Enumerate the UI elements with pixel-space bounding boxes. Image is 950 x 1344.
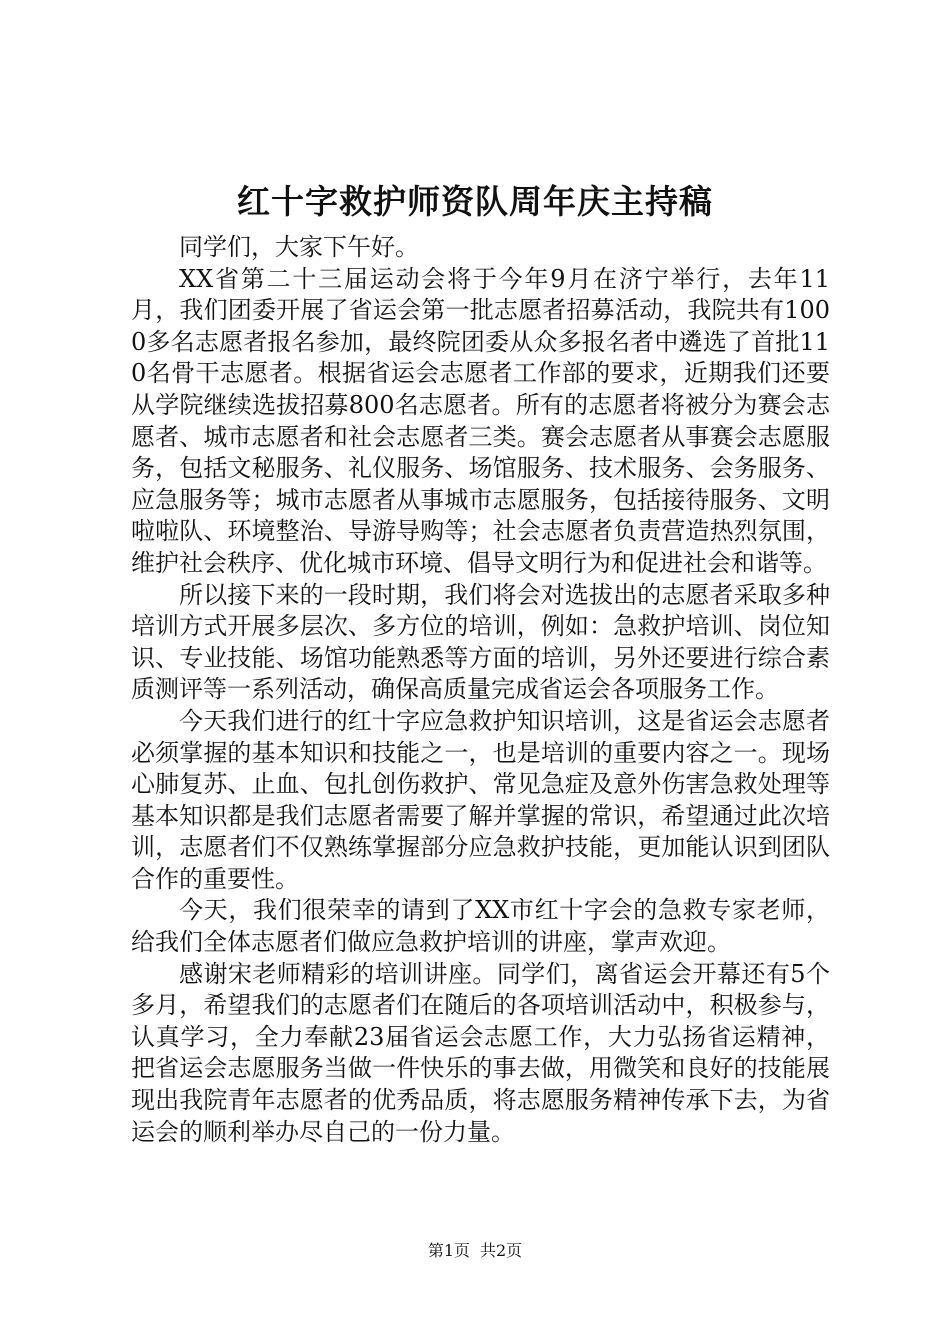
paragraph-expert-welcome: 今天，我们很荣幸的请到了XX市红十字会的急救专家老师，给我们全体志愿者们做应急救护培训的讲座，掌声欢迎。 (131, 896, 830, 957)
document-body (131, 232, 830, 1148)
paragraph-training-plan: 所以接下来的一段时期，我们将会对选拔出的志愿者采取多种培训方式开展多层次、多方位的培训，例如：急救护培训、岗位知识、专业技能、场馆功能熟悉等方面的培训，另外还要进行综合素质测评等一系列活动，确保高质量完成省运会各项服务工作。 (131, 580, 830, 704)
paragraph-volunteer-recruitment: XX省第二十三届运动会将于今年9月在济宁举行，去年11月，我们团委开展了省运会第一批志愿者招募活动，我院共有1000多名志愿者报名参加，最终院团委从众多报名者中遴选了首批110名骨干志愿者。根据省运会志愿者工作部的要求，近期我们还要从学院继续选拔招募800名志愿者。所有的志愿者将被分为赛会志愿者、城市志愿者和社会志愿者三类。赛会志愿者从事赛会志愿服务，包括文秘服务、礼仪服务、场馆服务、技术服务、会务服务、应急服务等；城市志愿者从事城市志愿服务，包括接待服务、文明啦啦队、环境整治、导游导购等；社会志愿者负责营造热烈氛围，维护社会秩序、优化城市环境、倡导文明行为和促进社会和谐等。 (131, 264, 830, 577)
paragraph-closing: 感谢宋老师精彩的培训讲座。同学们，离省运会开幕还有5个多月，希望我们的志愿者们在随后的各项培训活动中，积极参与，认真学习，全力奉献23届省运会志愿工作，大力弘扬省运精神，把省运会志愿服务当做一件快乐的事去做，用微笑和良好的技能展现出我院青年志愿者的优秀品质，将志愿服务精神传承下去，为省运会的顺利举办尽自己的一份力量。 (131, 959, 830, 1146)
paragraph-greeting: 同学们，大家下午好。 (179, 233, 419, 261)
paragraph-first-aid-training: 今天我们进行的红十字应急救护知识培训，这是省运会志愿者必须掌握的基本知识和技能之一，也是培训的重要内容之一。现场心肺复苏、止血、包扎创伤救护、常见急症及意外伤害急救处理等基本知识都是我们志愿者需要了解并掌握的常识，希望通过此次培训，志愿者们不仅熟练掌握部分应急救护技能，更加能认识到团队合作的重要性。 (131, 706, 830, 893)
page-footer (0, 1240, 950, 1262)
page-total: 共2页 (480, 1241, 523, 1260)
document-title: 红十字救护师资队周年庆主持稿 (237, 182, 713, 221)
page-number: 第1页 (427, 1241, 470, 1260)
